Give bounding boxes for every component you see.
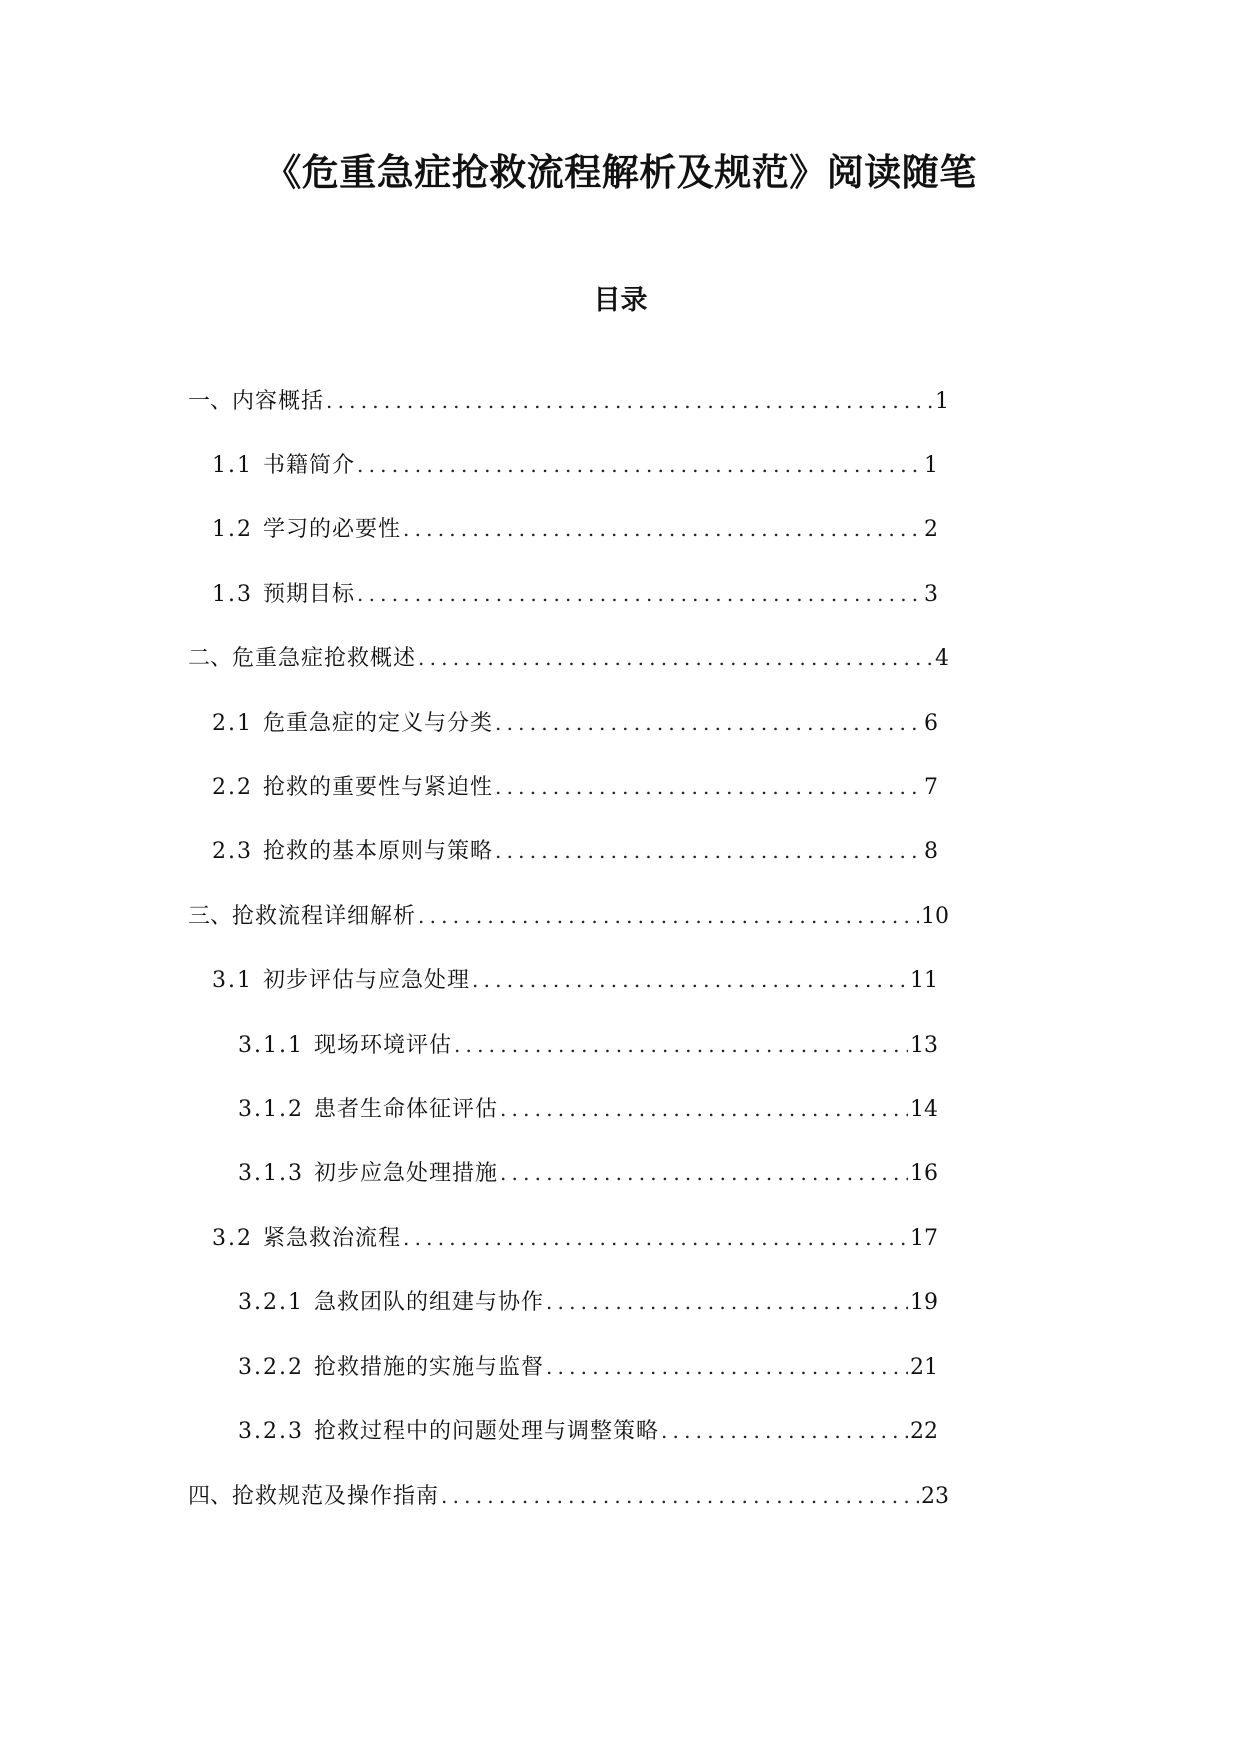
dot-leader [495,834,922,868]
dot-leader [403,512,922,546]
dot-leader [661,1414,908,1448]
toc-entry-page: 1 [924,453,938,478]
toc-entry-title: 急救团队的组建与协作 [313,1290,544,1315]
document-title: 《危重急症抢救流程解析及规范》阅读随笔 [264,151,977,194]
toc-entry-title: 预期目标 [263,582,356,607]
toc-entry-number: 3.2.3 [238,1419,304,1444]
toc-entry-page: 13 [910,1033,938,1058]
toc-entry-page: 10 [921,904,949,929]
toc-entry-number: 3.2.1 [238,1290,304,1315]
toc-entry[interactable] [188,899,949,934]
dot-leader [441,1479,919,1513]
toc-entry-number: 2.2 [212,775,253,800]
toc-entry-page: 1 [935,389,949,414]
toc-entry[interactable] [188,641,949,676]
toc-entry-title: 初步应急处理措施 [313,1161,498,1186]
dot-leader [500,1092,908,1126]
dot-leader [418,641,933,675]
toc-entry-title: 抢救的基本原则与策略 [263,839,494,864]
toc-entry-page: 8 [924,839,938,864]
toc-heading: 目录 [593,285,648,316]
toc-entry-title: 学习的必要性 [263,517,402,542]
dot-leader [454,1028,908,1062]
dot-leader [357,577,922,611]
toc-entry-page: 16 [910,1161,938,1186]
toc-entry-title: 患者生命体征评估 [313,1097,498,1122]
toc-entry-title: 危重急症抢救概述 [232,646,417,671]
toc-entry-page: 23 [921,1484,949,1509]
dot-leader [357,448,922,482]
toc-entry-page: 17 [910,1226,938,1251]
dot-leader [546,1350,908,1384]
dot-leader [326,384,933,418]
toc-entry[interactable] [238,1092,938,1127]
toc-entry-number: 3.1.2 [238,1097,304,1122]
toc-entry[interactable] [212,1221,938,1256]
dot-leader [403,1221,908,1255]
toc-entry[interactable] [238,1414,938,1449]
toc-entry-number: 四、 [188,1484,233,1509]
toc-entry-title: 紧急救治流程 [263,1226,402,1251]
toc-entry-number: 2.1 [212,711,253,736]
toc-entry-number: 一、 [188,389,233,414]
toc-entry[interactable] [212,512,938,547]
toc-entry-number: 三、 [188,904,233,929]
toc-entry[interactable] [212,706,938,741]
toc-entry[interactable] [212,448,938,483]
toc-entry-page: 14 [910,1097,938,1122]
toc-entry[interactable] [238,1285,938,1320]
toc-entry-title: 内容概括 [232,389,325,414]
toc-entry-page: 11 [910,968,938,993]
toc-entry-number: 3.1.1 [238,1033,304,1058]
toc-entry-page: 4 [935,646,949,671]
toc-entry-title: 书籍简介 [263,453,356,478]
toc-entry-number: 1.2 [212,517,253,542]
toc-entry-title: 抢救的重要性与紧迫性 [263,775,494,800]
toc-entry-page: 19 [910,1290,938,1315]
toc-entry[interactable] [188,1479,949,1514]
toc-entry[interactable] [238,1156,938,1191]
toc-entry-number: 3.1.3 [238,1161,304,1186]
dot-leader [495,706,922,740]
dot-leader [495,770,922,804]
toc-entry[interactable] [188,384,949,419]
toc-entry[interactable] [212,834,938,869]
toc-entry[interactable] [212,577,938,612]
dot-leader [500,1156,908,1190]
toc-entry-number: 2.3 [212,839,253,864]
toc-entry-number: 3.1 [212,968,253,993]
toc-entry-title: 危重急症的定义与分类 [263,711,494,736]
toc-entry-page: 7 [924,775,938,800]
toc-entry-title: 抢救过程中的问题处理与调整策略 [313,1419,659,1444]
dot-leader [418,899,919,933]
toc-entry-page: 6 [924,711,938,736]
dot-leader [546,1285,908,1319]
toc-entry[interactable] [212,963,938,998]
toc-entry-number: 1.1 [212,453,253,478]
toc-entry[interactable] [212,770,938,805]
toc-entry-title: 抢救规范及操作指南 [232,1484,440,1509]
toc-entry-title: 初步评估与应急处理 [263,968,471,993]
toc-entry-title: 抢救措施的实施与监督 [313,1355,544,1380]
toc-entry[interactable] [238,1028,938,1063]
toc-entry-number: 3.2 [212,1226,253,1251]
toc-entry-title: 现场环境评估 [313,1033,452,1058]
toc-entry-page: 21 [910,1355,938,1380]
toc-entry[interactable] [238,1350,938,1385]
toc-entry-title: 抢救流程详细解析 [232,904,417,929]
toc-entry-number: 1.3 [212,582,253,607]
dot-leader [472,963,908,997]
toc-entry-page: 3 [924,582,938,607]
toc-entry-number: 3.2.2 [238,1355,304,1380]
toc-entry-page: 22 [910,1419,938,1444]
toc-entry-number: 二、 [188,646,233,671]
toc-entry-page: 2 [924,517,938,542]
